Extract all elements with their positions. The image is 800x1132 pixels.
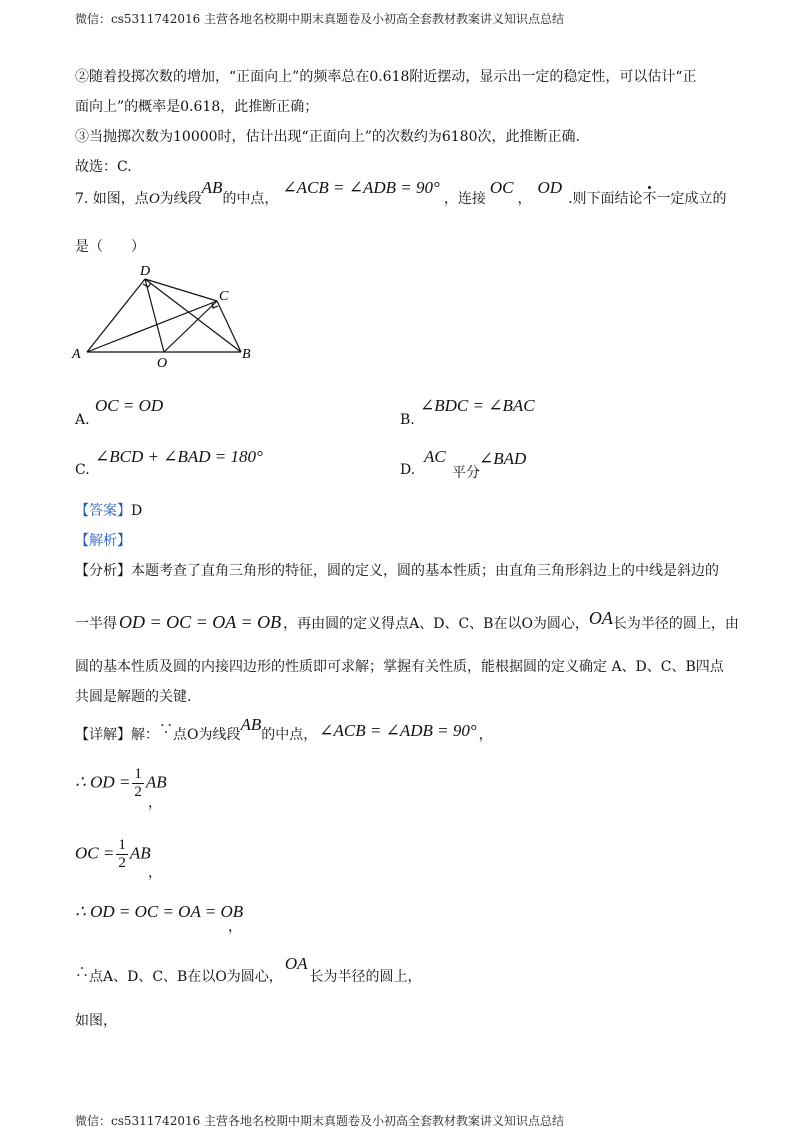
fenxi-label: 【分析】 [75, 563, 131, 579]
q7-point-o: O [148, 191, 160, 207]
option-d-expr2: ∠BAD [479, 449, 527, 468]
option-a-letter: A. [75, 412, 90, 428]
fraction-numerator: 1 [134, 766, 142, 782]
step1-tail: ， [148, 795, 162, 811]
segment-oc [164, 301, 217, 352]
label-o: O [157, 356, 168, 370]
option-c-expr: ∠BCD + ∠BAD = 180° [95, 447, 263, 466]
option-a-expr: OC = OD [95, 396, 164, 415]
therefore-symbol: ∴ [75, 965, 89, 981]
q7-geometry-figure [70, 260, 270, 370]
prev-line-2a: ②随着投掷次数的增加，“正面向上”的频率总在0.618附近摆动，显示出一定的稳定性，可以估计“正 [75, 69, 697, 85]
fenxi-l1: 本题考查了直角三角形的特征，圆的定义，圆的基本性质；由直角三角形斜边上的中线是斜边的 [131, 563, 719, 579]
page-footer: 微信：cs5311742016 主营各地名校期中期末真题卷及小初高全套教材教案讲义知识点总结 [75, 1114, 565, 1128]
q7-stem-line2: 是（ ） [75, 239, 145, 255]
q7-rest2: 一定成立的 [656, 191, 727, 207]
segment-od [145, 279, 164, 352]
detail-ab: AB [240, 715, 262, 734]
q7-num: 7. 如图，点 [75, 191, 149, 207]
label-b: B [242, 347, 251, 362]
step4-text: 点A、D、C、B在以O为圆心， [89, 969, 283, 985]
step-oc-half-ab [75, 837, 151, 872]
q7-oc: OC [489, 178, 514, 197]
detail-line-1 [75, 715, 493, 744]
q7-condition: ∠ACB = ∠ADB = 90° [282, 178, 440, 197]
fraction-numerator: 1 [118, 837, 126, 853]
step3-tail: ， [228, 919, 242, 935]
detail-t1: 点O为线段 [173, 727, 241, 743]
segment-cb [217, 301, 241, 352]
answer-label: 【答案】 [75, 503, 131, 519]
option-d-letter: D. [400, 462, 416, 478]
option-d-expr: AC [424, 447, 446, 466]
step4-oa: OA [284, 954, 308, 973]
fraction-one-half [116, 837, 128, 872]
label-c: C [219, 289, 229, 304]
fenxi-l2b: ，再由圆的定义得点A、D、C、B在以O为圆心， [283, 616, 589, 632]
q7-ab: AB [201, 178, 223, 197]
because-symbol: ∵ [159, 722, 173, 738]
step1-post: AB [145, 772, 167, 792]
q7-comma: ，连接 [443, 191, 486, 207]
detail-jie: 解： [131, 727, 159, 743]
q7-sep: ， [517, 191, 532, 207]
label-a: A [72, 347, 81, 362]
q7-rest1: .则下面结论 [568, 191, 643, 207]
fraction-one-half [132, 766, 144, 801]
analysis-label: 【解析】 [75, 533, 131, 549]
fenxi-l2c: 长为半径的圆上，由 [612, 616, 739, 632]
prev-line-2b: 面向上”的概率是0.618，此推断正确； [75, 99, 319, 115]
segment-dc [145, 279, 217, 301]
detail-t2: 的中点， [261, 727, 318, 743]
step2-pre: OC = [75, 843, 115, 863]
detail-tail: ， [478, 727, 493, 743]
question-7-stem [75, 178, 727, 208]
fenxi-line-2 [75, 608, 739, 633]
fenxi-l2a: 一半得 [75, 616, 117, 632]
step-all-equal: ∴ OD = OC = OA = OB [75, 902, 244, 921]
fenxi-line-4: 共圆是解题的关键. [75, 689, 192, 705]
fenxi-l2-oa: OA [588, 608, 613, 628]
fraction-denominator: 2 [118, 855, 126, 871]
option-d-text: 平分 [452, 465, 480, 481]
fenxi-l2-eq: OD = OC = OA = OB [119, 612, 282, 632]
step2-tail: ， [148, 865, 162, 881]
detail-label: 【详解】 [75, 727, 131, 743]
label-d: D [140, 264, 151, 279]
fenxi-line-3: 圆的基本性质及圆的内接四边形的性质即可求解；掌握有关性质，能根据圆的定义确定 A、D、C、B四点 [75, 659, 724, 675]
option-c-letter: C. [75, 462, 90, 478]
q7-emphasis-bu: 不 [642, 191, 657, 207]
step-concyclic [75, 954, 422, 986]
prev-choice: 故选：C. [75, 159, 132, 175]
q7-od: OD [537, 178, 563, 197]
step1-pre: ∴ OD = [75, 772, 131, 792]
q7-mid: 的中点， [222, 191, 279, 207]
page-header: 微信：cs5311742016 主营各地名校期中期末真题卷及小初高全套教材教案讲义知识点总结 [75, 12, 565, 26]
step2-post: AB [129, 843, 151, 863]
prev-line-3: ③当抛掷次数为10000时，估计出现“正面向上”的次数约为6180次，此推断正确. [75, 129, 580, 145]
q7-seg: 为线段 [159, 191, 202, 207]
fenxi-line-1 [75, 560, 719, 580]
step-as-figure: 如图， [75, 1013, 117, 1029]
fraction-denominator: 2 [134, 784, 142, 800]
detail-condition: ∠ACB = ∠ADB = 90° [319, 721, 477, 740]
option-b-expr: ∠BDC = ∠BAC [420, 396, 535, 415]
answer-value: D [131, 503, 143, 519]
step4-post: 长为半径的圆上， [309, 969, 422, 985]
option-b-letter: B. [400, 412, 415, 428]
answer-line [75, 500, 142, 520]
